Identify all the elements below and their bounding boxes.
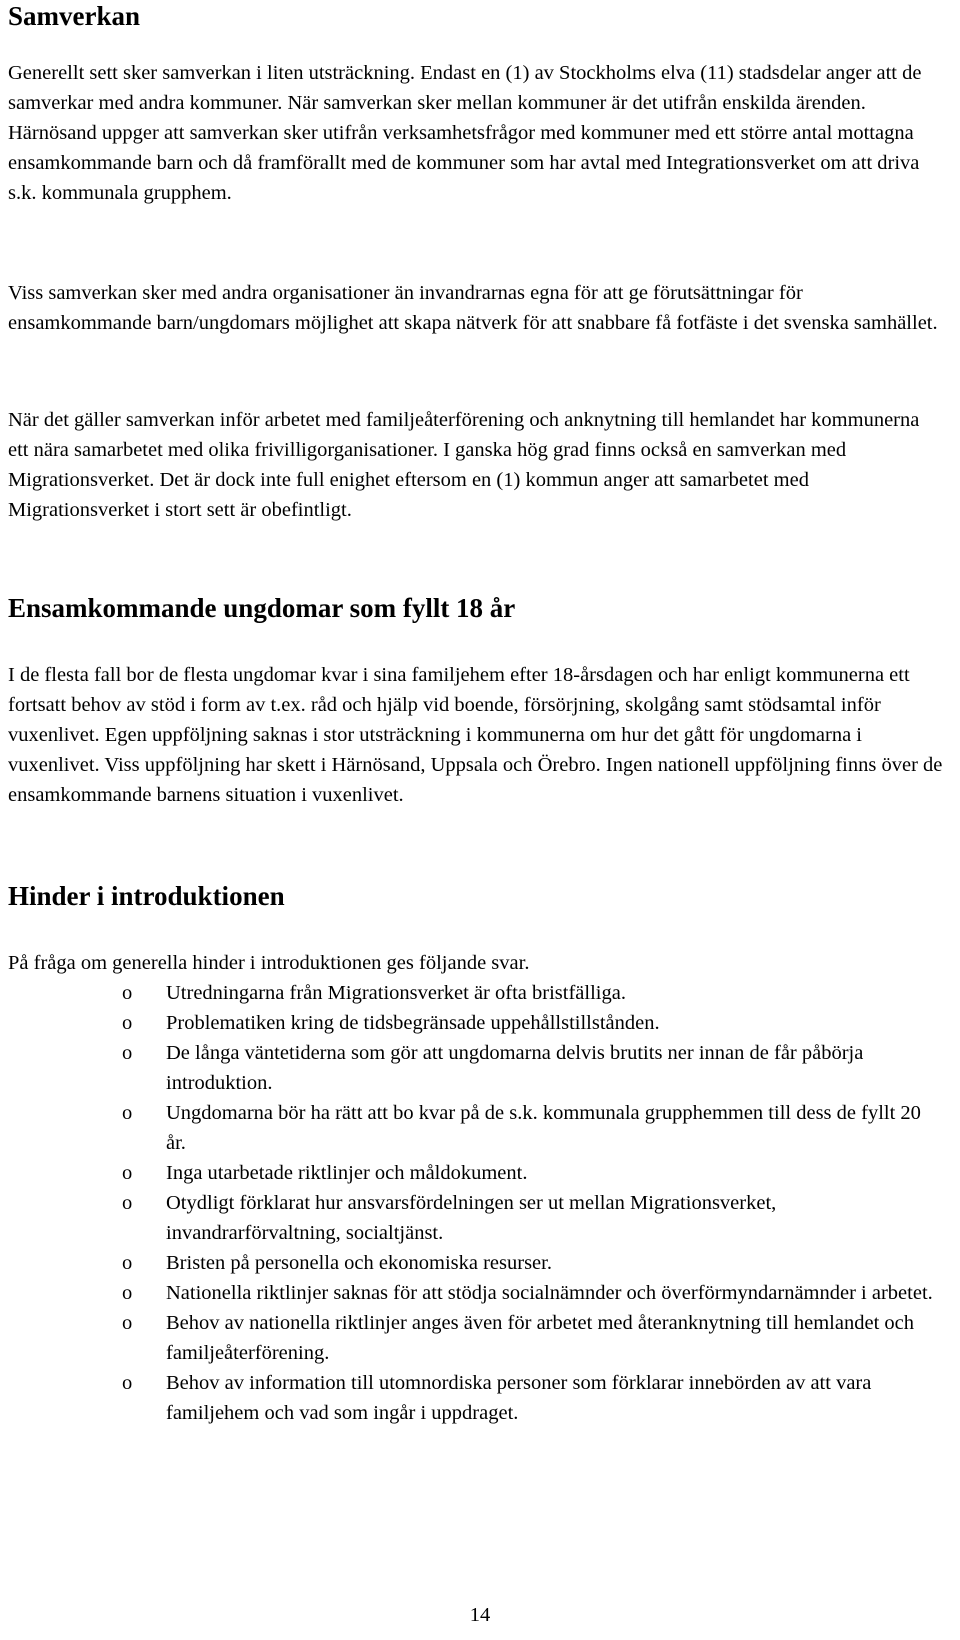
- list-item-text: De långa väntetiderna som gör att ungdomarna delvis brutits ner innan de får påbörja introduktion.: [166, 1042, 864, 1094]
- paragraph-ensamkommande: I de flesta fall bor de flesta ungdomar kvar i sina familjehem efter 18-årsdagen och har enligt kommunerna ett fortsatt behov av stöd i form av t.ex. råd och hjälp vid boende, försörjning, skolgång samt stödsamtal inför vuxenlivet. Egen uppföljning saknas i stor utsträckning i kommunerna om hur det gått för ungdomarna i vuxenlivet. Viss uppföljning har skett i Härnösand, Uppsala och Örebro. Ingen nationell uppföljning finns över de ensamkommande barnens situation i vuxenlivet.: [8, 664, 943, 806]
- paragraph-samverkan-3: När det gäller samverkan inför arbetet med familjeåterförening och anknytning till hemlandet har kommunerna ett nära samarbetet med olika frivilligorganisationer. I ganska hög grad finns också en samverkan med Migrationsverket. Det är dock inte full enighet eftersom en (1) kommun anger att samarbetet med Migrationsverket i stort sett är obefintligt.: [8, 409, 920, 521]
- list-item-text: Ungdomarna bör ha rätt att bo kvar på de s.k. kommunala grupphemmen till dess de fyllt 20 år.: [166, 1102, 921, 1154]
- list-item: [8, 1188, 941, 1248]
- bullet-marker: o: [122, 1312, 133, 1334]
- list-item-text: Utredningarna från Migrationsverket är ofta bristfälliga.: [166, 982, 626, 1004]
- bullet-marker: o: [122, 1162, 133, 1184]
- bullet-marker: o: [122, 1282, 133, 1304]
- list-item-text: Behov av nationella riktlinjer anges även för arbetet med återanknytning till hemlandet och familjeåterförening.: [166, 1312, 914, 1364]
- list-item-text: Behov av information till utomnordiska personer som förklarar innebörden av att vara familjehem och vad som ingår i uppdraget.: [166, 1372, 872, 1424]
- list-item: [8, 1308, 941, 1368]
- list-item: [8, 1278, 941, 1308]
- bullet-marker: o: [122, 1012, 133, 1034]
- list-item: [8, 1098, 941, 1158]
- list-item-text: Bristen på personella och ekonomiska resurser.: [166, 1252, 552, 1274]
- list-item: [8, 1158, 941, 1188]
- bullet-marker: o: [122, 1192, 133, 1214]
- bullet-marker: o: [122, 1102, 133, 1124]
- bullet-marker: o: [122, 1042, 133, 1064]
- section-heading-hinder: Hinder i introduktionen: [8, 881, 285, 911]
- list-item-text: Nationella riktlinjer saknas för att stödja socialnämnder och överförmyndarnämnder i arbetet.: [166, 1282, 933, 1304]
- list-item: [8, 1248, 941, 1278]
- bullet-marker: o: [122, 1252, 133, 1274]
- obstacles-list: [8, 978, 943, 1428]
- page-number: 14: [469, 1604, 491, 1626]
- list-item: [8, 1368, 941, 1428]
- paragraph-hinder-intro: På fråga om generella hinder i introduktionen ges följande svar.: [8, 952, 530, 974]
- list-item: [8, 1038, 941, 1098]
- bullet-marker: o: [122, 982, 133, 1004]
- paragraph-samverkan-1: Generellt sett sker samverkan i liten utsträckning. Endast en (1) av Stockholms elva (11) stadsdelar anger att de samverkar med andra kommuner. När samverkan sker mellan kommuner är det utifrån enskilda ärenden. Härnösand uppger att samverkan sker utifrån verksamhetsfrågor med kommuner med ett större antal mottagna ensamkommande barn och då framförallt med de kommuner som har avtal med Integrationsverket om att driva s.k. kommunala grupphem.: [8, 62, 922, 204]
- list-item: [8, 1008, 941, 1038]
- section-heading-ensamkommande: Ensamkommande ungdomar som fyllt 18 år: [8, 593, 516, 623]
- bullet-marker: o: [122, 1372, 133, 1394]
- paragraph-samverkan-2: Viss samverkan sker med andra organisationer än invandrarnas egna för att ge förutsättningar för ensamkommande barn/ungdomars möjlighet att skapa nätverk för att snabbare få fotfäste i det svenska samhället.: [8, 282, 938, 334]
- list-item-text: Problematiken kring de tidsbegränsade uppehållstillstånden.: [166, 1012, 660, 1034]
- list-item-text: Inga utarbetade riktlinjer och måldokument.: [166, 1162, 528, 1184]
- list-item: [8, 978, 941, 1008]
- list-item-text: Otydligt förklarat hur ansvarsfördelningen ser ut mellan Migrationsverket, invandrarförvaltning, socialtjänst.: [166, 1192, 777, 1244]
- section-heading-samverkan: Samverkan: [8, 1, 141, 31]
